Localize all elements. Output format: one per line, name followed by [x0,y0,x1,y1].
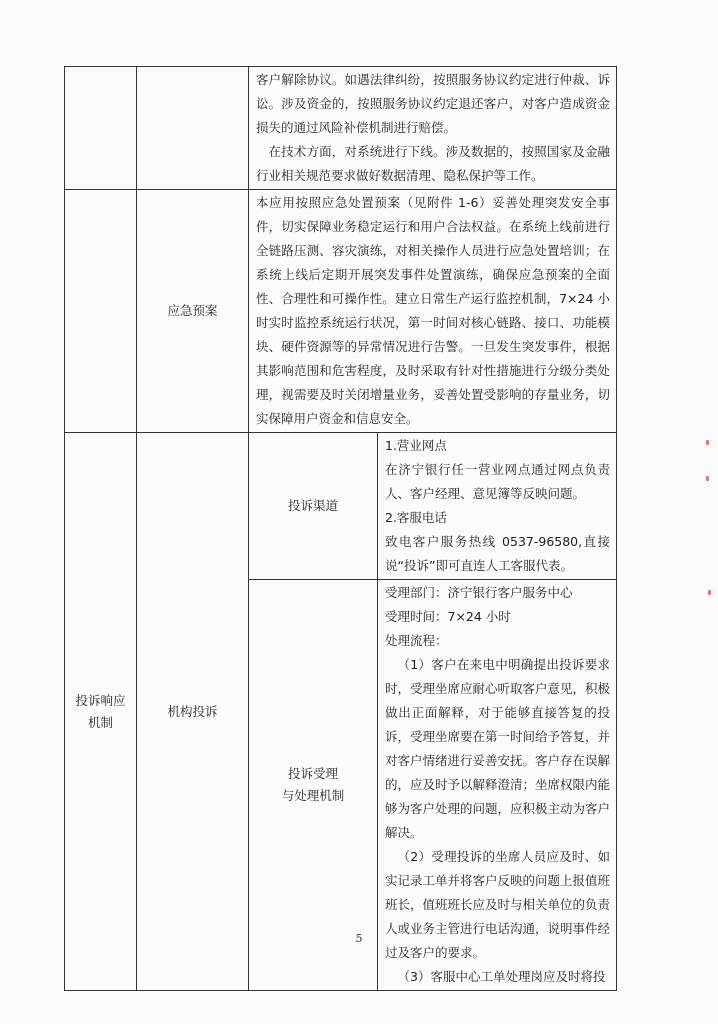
exit-paragraph: 客户解除协议。如遇法律纠纷，按照服务协议约定进行仲裁、诉讼。涉及资金的，按照服务协议约定退还客户，对客户造成资金损失的通过风险补偿机制进行赔偿。 [256,72,611,135]
institution-complaint-cell [137,433,249,991]
empty-category-cell [65,190,137,433]
channel-line: 1.营业网点 [385,438,447,453]
table-row [65,433,617,580]
handling-line: 受理时间：7×24 小时 [385,609,511,624]
scan-mark [706,440,709,445]
handling-label-line: 投诉受理 [287,766,338,781]
channel-line: 致电客户服务热线 0537-96580,直接说“投诉”即可直连人工客服代表。 [385,534,611,573]
handling-content-cell [378,580,617,991]
complaint-category-cell [65,433,137,991]
emergency-label-cell [137,190,249,433]
institution-complaint-label: 机构投诉 [167,703,218,719]
service-info-table [64,66,617,991]
scan-mark [708,590,711,595]
channels-label: 投诉渠道 [287,498,338,513]
exit-paragraph: 在技术方面，对系统进行下线。涉及数据的，按照国家及金融行业相关规范要求做好数据清理、隐私保护等工作。 [256,144,611,183]
complaint-label: 投诉响应机制 [75,692,126,730]
handling-step: （1）客户在来电中明确提出投诉要求时，受理坐席应耐心听取客户意见，积极做出正面解释，对于能够直接答复的投诉，受理坐席要在第一时间给予答复，并对客户情绪进行妥善安抚。客户存在误解的，应及时予以解释澄清；坐席权限内能够为客户处理的问题，应积极主动为客户解决。 [385,657,611,840]
channel-line: 在济宁银行任一营业网点通过网点负责人、客户经理、意见簿等反映问题。 [385,462,611,501]
handling-step: （2）受理投诉的坐席人员应及时、如实记录工单并将客户反映的问题上报值班班长，值班班长应及时与相关单位的负责人或业务主管进行电话沟通，说明事件经过及客户的要求。 [385,849,611,960]
table-row [65,190,617,433]
table-row [65,67,617,190]
page-number: 5 [355,932,363,945]
handling-line: 受理部门：济宁银行客户服务中心 [385,585,573,600]
emergency-paragraph: 本应用按照应急处置预案（见附件 1-6）妥善处理突发安全事件，切实保障业务稳定运行和用户合法权益。在系统上线前进行全链路压测、容灾演练，对相关操作人员进行应急处置培训；在系统上线后定期开展突发事件处置演练，确保应急预案的全面性、合理性和可操作性。建立日常生产运行监控机制，7×24 小时实时监控系统运行状况，第一时间对核心链路、接口、功能模块、硬件资源等的异常情况进行告警。一旦发生突发事件，根据其影响范围和危害程度，及时采取有针对性措施进行分级分类处理，视需要及时关闭增量业务，妥善处置受影响的存量业务，切实保障用户资金和信息安全。 [256,195,611,426]
channels-content-cell [378,433,617,580]
handling-label-cell [249,580,378,991]
handling-step: （3）客服中心工单处理岗应及时将投 [397,969,606,984]
empty-category-cell [65,67,137,190]
emergency-label: 应急预案 [167,303,218,318]
scan-mark [706,476,709,481]
handling-line: 处理流程： [385,633,448,648]
empty-subcategory-cell [137,67,249,190]
handling-label-line: 与处理机制 [281,788,345,803]
emergency-content-cell [249,190,617,433]
exit-content-cell [249,67,617,190]
channel-line: 2.客服电话 [385,510,447,525]
channels-label-cell [249,433,378,580]
